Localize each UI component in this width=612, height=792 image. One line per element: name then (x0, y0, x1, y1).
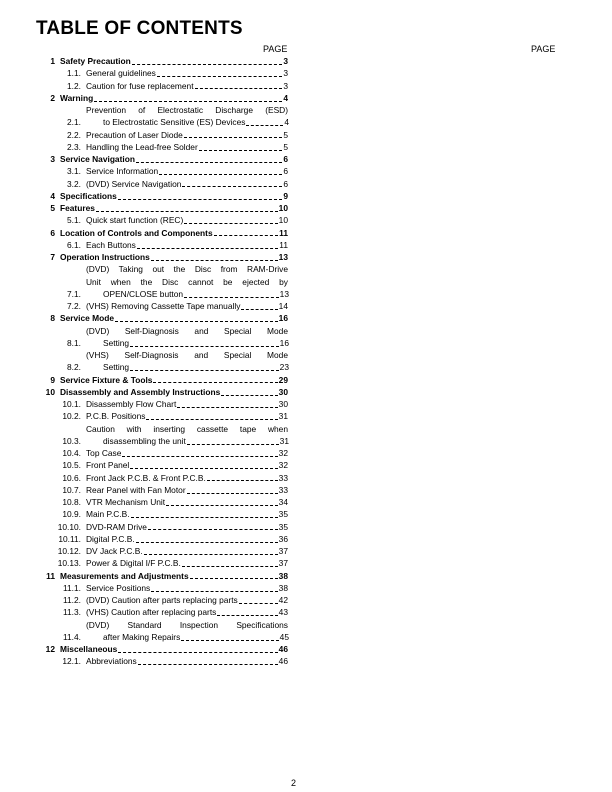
toc-entry-title: Digital P.C.B. (86, 533, 135, 544)
toc-entry-title-line: (DVD) Self-Diagnosis and Special Mode (86, 325, 288, 336)
toc-entry-number: 5 (50, 203, 55, 213)
toc-entry-title-row (86, 165, 288, 177)
toc-dot-leader (148, 529, 278, 530)
toc-section-entry[interactable] (40, 92, 288, 104)
toc-entry-page: 11 (279, 239, 288, 250)
toc-entry-page: 11 (279, 227, 288, 238)
toc-subsection-entry[interactable] (40, 263, 288, 300)
toc-entry-title-row (86, 67, 288, 79)
toc-entry-title-row (86, 141, 288, 153)
toc-entry-number: 10.10. (57, 521, 81, 532)
toc-entry-title: Handling the Lead-free Solder (86, 141, 198, 152)
toc-subsection-entry[interactable] (40, 300, 288, 312)
toc-entry-page: 13 (279, 288, 289, 299)
toc-entry-page: 3 (283, 80, 288, 91)
toc-entry-title-row (60, 643, 288, 655)
toc-entry-title-line: (DVD) Taking out the Disc from RAM-Drive (86, 264, 288, 275)
toc-entry-title: Front Jack P.C.B. & Front P.C.B. (86, 472, 206, 483)
toc-entry-page: 32 (278, 460, 288, 471)
toc-entry-number: 9 (50, 374, 55, 385)
toc-list (40, 55, 288, 668)
toc-entry-page: 37 (278, 558, 288, 569)
toc-entry-page: 34 (278, 497, 288, 507)
toc-entry-title: (DVD) Service Navigation (86, 178, 182, 189)
toc-entry-title-row (86, 435, 288, 447)
toc-subsection-entry[interactable] (40, 447, 288, 459)
toc-entry-title: Setting (103, 362, 130, 373)
toc-entry-title: Location of Controls and Components (60, 227, 213, 238)
toc-dot-leader (94, 101, 282, 102)
toc-entry-title-row (86, 557, 288, 569)
toc-entry-title-row (60, 312, 288, 324)
toc-entry-title-row (86, 459, 288, 471)
toc-subsection-entry[interactable] (40, 459, 288, 471)
toc-entry-title: Disassembly Flow Chart (86, 399, 177, 409)
toc-entry-title: Safety Precaution (60, 56, 131, 66)
page-column-label-left: PAGE (263, 44, 288, 54)
toc-subsection-entry[interactable] (40, 521, 288, 533)
toc-entry-number: 10 (45, 386, 55, 397)
toc-entry-number: 2.2. (67, 129, 81, 140)
toc-entry-title-row (60, 190, 288, 202)
toc-entry-title-row (86, 484, 288, 496)
toc-entry-page: 33 (278, 484, 288, 495)
toc-entry-title: Operation Instructions (60, 252, 150, 262)
toc-dot-leader (181, 640, 278, 641)
toc-dot-leader (184, 137, 282, 138)
toc-subsection-entry[interactable] (40, 398, 288, 410)
toc-entry-page: 3 (283, 56, 288, 66)
toc-entry-title-row (86, 410, 288, 422)
page-title: TABLE OF CONTENTS (36, 18, 243, 39)
toc-entry-number: 1.1. (67, 68, 81, 79)
toc-entry-title-row (86, 582, 288, 594)
toc-entry-title-line: Prevention of Electrostatic Discharge (ESD) (86, 105, 288, 115)
toc-subsection-entry[interactable] (40, 582, 288, 594)
toc-entry-title: Measurements and Adjustments (60, 570, 189, 581)
toc-dot-leader (151, 260, 278, 261)
toc-entry-number: 10.4. (62, 448, 81, 458)
toc-entry-number: 7.2. (67, 301, 81, 311)
toc-subsection-entry[interactable] (40, 129, 288, 141)
toc-entry-number: 10.9. (62, 509, 81, 520)
toc-dot-leader (115, 321, 278, 322)
toc-entry-number: 10.5. (62, 460, 81, 471)
toc-entry-title: Each Buttons (86, 239, 136, 250)
toc-entry-title-row (86, 447, 288, 459)
toc-subsection-entry[interactable] (40, 533, 288, 545)
toc-entry-page: 10 (278, 215, 288, 226)
toc-entry-title-row (86, 214, 288, 226)
toc-entry-title-row (86, 288, 288, 300)
toc-entry-title-row (86, 631, 288, 643)
toc-entry-title-row (86, 116, 288, 128)
toc-dot-leader (184, 297, 279, 298)
toc-entry-page: 31 (279, 435, 289, 446)
page-column-label-right: PAGE (531, 44, 556, 54)
toc-entry-page: 45 (279, 631, 289, 642)
toc-entry-page: 6 (283, 166, 288, 177)
toc-entry-title-row (86, 300, 288, 312)
toc-entry-number: 10.1. (62, 399, 81, 409)
toc-entry-page: 16 (279, 337, 289, 348)
toc-subsection-entry[interactable] (40, 178, 288, 190)
toc-entry-title: Top Case (86, 448, 122, 458)
toc-entry-title: Main P.C.B. (86, 509, 130, 520)
toc-section-entry[interactable] (40, 386, 288, 398)
toc-entry-title: Service Navigation (60, 154, 135, 164)
toc-subsection-entry[interactable] (40, 410, 288, 422)
toc-entry-number: 1 (50, 56, 55, 66)
toc-dot-leader (239, 603, 278, 604)
toc-dot-leader (137, 248, 278, 249)
toc-entry-title: DVD-RAM Drive (86, 521, 147, 532)
toc-entry-title: Service Positions (86, 582, 151, 593)
toc-entry-title: DV Jack P.C.B. (86, 546, 143, 556)
toc-dot-leader (153, 382, 277, 383)
toc-entry-number: 3.2. (67, 178, 81, 189)
toc-entry-number: 6.1. (67, 239, 81, 250)
toc-entry-title: (VHS) Removing Cassette Tape manually (86, 301, 241, 311)
toc-entry-number: 8.1. (67, 337, 81, 348)
toc-entry-page: 4 (283, 92, 288, 103)
toc-entry-title-row (60, 153, 288, 165)
toc-subsection-entry[interactable] (40, 606, 288, 618)
toc-entry-page: 10 (278, 203, 288, 213)
toc-entry-title-row (60, 386, 288, 398)
toc-subsection-entry[interactable] (40, 80, 288, 92)
toc-entry-page: 6 (283, 178, 288, 189)
toc-entry-title-row (86, 545, 288, 557)
toc-subsection-entry[interactable] (40, 619, 288, 644)
toc-section-entry[interactable] (40, 153, 288, 165)
toc-dot-leader (241, 309, 277, 310)
toc-entry-page: 36 (278, 533, 288, 544)
toc-entry-number: 2.3. (67, 141, 81, 152)
toc-dot-leader (166, 505, 278, 506)
toc-entry-page: 4 (284, 117, 289, 128)
toc-entry-title: Rear Panel with Fan Motor (86, 484, 186, 495)
toc-dot-leader (221, 395, 277, 396)
toc-entry-title-row (60, 251, 288, 263)
toc-dot-leader (138, 664, 278, 665)
toc-dot-leader (130, 346, 279, 347)
toc-section-entry[interactable] (40, 202, 288, 214)
toc-entry-page: 43 (278, 607, 288, 618)
toc-dot-leader (217, 615, 277, 616)
toc-entry-number: 10.6. (62, 472, 81, 483)
toc-entry-title: Power & Digital I/F P.C.B. (86, 558, 181, 569)
toc-dot-leader (130, 468, 277, 469)
toc-entry-number: 2 (50, 92, 55, 103)
toc-entry-page: 5 (283, 141, 288, 152)
toc-entry-title: to Electrostatic Sensitive (ES) Devices (103, 117, 246, 128)
toc-entry-title: Caution for fuse replacement (86, 80, 194, 91)
toc-entry-title-row (86, 533, 288, 545)
toc-subsection-entry[interactable] (40, 508, 288, 520)
toc-entry-title: P.C.B. Positions (86, 411, 146, 422)
toc-entry-number: 11.3. (62, 607, 81, 618)
toc-entry-page: 46 (278, 656, 288, 667)
toc-dot-leader (207, 480, 278, 481)
toc-entry-number: 10.8. (62, 497, 81, 507)
toc-entry-title: Warning (60, 92, 94, 103)
toc-entry-number: 5.1. (67, 215, 81, 226)
toc-subsection-entry[interactable] (40, 484, 288, 496)
toc-dot-leader (122, 456, 277, 457)
toc-entry-page: 6 (283, 154, 288, 164)
toc-dot-leader (246, 125, 283, 126)
toc-subsection-entry[interactable] (40, 349, 288, 374)
toc-entry-page: 42 (278, 595, 288, 605)
toc-entry-page: 5 (283, 129, 288, 140)
toc-dot-leader (132, 64, 283, 65)
toc-dot-leader (136, 542, 278, 543)
toc-entry-page: 35 (278, 509, 288, 520)
toc-entry-title-row (86, 606, 288, 618)
toc-entry-number: 3.1. (67, 166, 81, 177)
toc-entry-title: Precaution of Laser Diode (86, 129, 183, 140)
toc-dot-leader (146, 419, 277, 420)
toc-dot-leader (151, 591, 277, 592)
toc-section-entry[interactable] (40, 570, 288, 582)
toc-dot-leader (184, 223, 277, 224)
toc-subsection-entry[interactable] (40, 104, 288, 129)
toc-dot-leader (187, 493, 278, 494)
page-number: 2 (291, 778, 297, 788)
toc-entry-title: VTR Mechanism Unit (86, 497, 166, 507)
toc-entry-number: 11.1. (62, 582, 81, 593)
toc-subsection-entry[interactable] (40, 423, 288, 448)
toc-entry-title-row (60, 92, 288, 104)
toc-entry-page: 9 (283, 190, 288, 201)
toc-dot-leader (187, 444, 279, 445)
toc-entry-title-line: Unit when the Disc cannot be ejected by (86, 276, 288, 287)
toc-entry-title: (VHS) Caution after replacing parts (86, 607, 217, 618)
toc-entry-number: 7 (50, 252, 55, 262)
toc-entry-page: 37 (278, 546, 288, 556)
toc-entry-title: General guidelines (86, 68, 156, 79)
toc-entry-title-row (60, 227, 288, 239)
toc-entry-number: 10.7. (62, 484, 81, 495)
toc-entry-number: 8.2. (67, 362, 81, 373)
toc-entry-title: (DVD) Caution after parts replacing parts (86, 595, 238, 605)
toc-entry-title-line: (DVD) Standard Inspection Specifications (86, 619, 288, 630)
toc-entry-page: 13 (278, 252, 288, 262)
toc-dot-leader (199, 150, 283, 151)
toc-entry-title-line: (VHS) Self-Diagnosis and Special Mode (86, 350, 288, 360)
toc-dot-leader (214, 235, 279, 236)
toc-dot-leader (190, 578, 278, 579)
toc-entry-number: 11.4. (62, 631, 81, 642)
toc-entry-title-row (86, 655, 288, 667)
toc-entry-page: 35 (278, 521, 288, 532)
toc-section-entry[interactable] (40, 251, 288, 263)
toc-subsection-entry[interactable] (40, 472, 288, 484)
toc-entry-number: 2.1. (67, 117, 81, 128)
toc-entry-page: 30 (278, 399, 288, 409)
toc-dot-leader (136, 162, 282, 163)
toc-dot-leader (96, 211, 278, 212)
toc-entry-number: 12 (45, 644, 55, 654)
toc-entry-title: Quick start function (REC) (86, 215, 184, 226)
toc-subsection-entry[interactable] (40, 655, 288, 667)
toc-entry-page: 33 (278, 472, 288, 483)
toc-entry-title: Service Fixture & Tools (60, 374, 153, 385)
toc-entry-page: 31 (278, 411, 288, 422)
toc-entry-title-row (86, 361, 288, 373)
toc-entry-title-row (86, 398, 288, 410)
toc-entry-title: OPEN/CLOSE button (103, 288, 184, 299)
toc-section-entry[interactable] (40, 643, 288, 655)
toc-entry-title-row (86, 594, 288, 606)
toc-dot-leader (131, 517, 278, 518)
toc-section-entry[interactable] (40, 312, 288, 324)
toc-entry-title-row (86, 178, 288, 190)
toc-entry-title: Setting (103, 337, 130, 348)
toc-entry-title: Disassembly and Assembly Instructions (60, 386, 221, 397)
toc-dot-leader (157, 76, 282, 77)
toc-entry-number: 11.2. (62, 595, 81, 605)
toc-entry-page: 3 (283, 68, 288, 79)
toc-subsection-entry[interactable] (40, 594, 288, 606)
toc-entry-title-row (86, 337, 288, 349)
toc-entry-title-row (60, 202, 288, 214)
toc-entry-number: 3 (50, 154, 55, 164)
toc-section-entry[interactable] (40, 374, 288, 386)
toc-entry-page: 23 (279, 362, 289, 373)
toc-entry-title: Features (60, 203, 95, 213)
toc-subsection-entry[interactable] (40, 545, 288, 557)
toc-section-entry[interactable] (40, 55, 288, 67)
toc-subsection-entry[interactable] (40, 239, 288, 251)
toc-entry-number: 11 (46, 570, 55, 581)
toc-entry-title-line: Caution with inserting cassette tape when (86, 423, 288, 434)
toc-entry-title-row (60, 570, 288, 582)
toc-entry-page: 38 (278, 570, 288, 581)
toc-section-entry[interactable] (40, 190, 288, 202)
toc-entry-number: 1.2. (67, 80, 81, 91)
toc-subsection-entry[interactable] (40, 165, 288, 177)
toc-entry-number: 7.1. (67, 288, 81, 299)
toc-entry-page: 29 (278, 374, 288, 385)
toc-entry-page: 30 (278, 386, 288, 397)
toc-dot-leader (182, 566, 278, 567)
toc-subsection-entry[interactable] (40, 557, 288, 569)
toc-subsection-entry[interactable] (40, 496, 288, 508)
toc-entry-number: 6 (50, 227, 55, 238)
toc-entry-title-row (86, 80, 288, 92)
toc-entry-title-row (86, 496, 288, 508)
toc-entry-title-row (60, 374, 288, 386)
toc-entry-title-row (60, 55, 288, 67)
toc-entry-number: 4 (50, 190, 55, 201)
toc-entry-number: 10.12. (57, 546, 81, 556)
toc-entry-number: 10.13. (57, 558, 81, 569)
toc-entry-title: Front Panel (86, 460, 130, 471)
toc-entry-title: Service Information (86, 166, 159, 177)
toc-dot-leader (118, 199, 283, 200)
toc-subsection-entry[interactable] (40, 214, 288, 226)
toc-subsection-entry[interactable] (40, 67, 288, 79)
toc-entry-page: 46 (278, 644, 288, 654)
toc-dot-leader (118, 652, 277, 653)
toc-dot-leader (130, 370, 279, 371)
toc-entry-page: 38 (278, 582, 288, 593)
toc-dot-leader (144, 554, 278, 555)
toc-entry-title: Abbreviations (86, 656, 137, 667)
toc-entry-title-row (86, 521, 288, 533)
toc-entry-page: 16 (278, 313, 288, 324)
toc-entry-title-row (86, 508, 288, 520)
toc-entry-page: 14 (278, 301, 288, 311)
toc-entry-title: after Making Repairs (103, 631, 181, 642)
toc-subsection-entry[interactable] (40, 325, 288, 350)
toc-dot-leader (195, 88, 283, 89)
toc-entry-number: 10.11. (58, 533, 81, 544)
toc-entry-title: Service Mode (60, 313, 114, 324)
toc-entry-title-row (86, 472, 288, 484)
toc-entry-number: 10.2. (62, 411, 81, 422)
toc-entry-title-row (86, 239, 288, 251)
toc-dot-leader (177, 407, 277, 408)
toc-entry-number: 12.1. (62, 656, 81, 667)
toc-entry-title-row (86, 129, 288, 141)
toc-section-entry[interactable] (40, 227, 288, 239)
toc-dot-leader (159, 174, 282, 175)
toc-entry-number: 8 (50, 313, 55, 324)
toc-dot-leader (182, 186, 282, 187)
toc-entry-title: Specifications (60, 190, 117, 201)
toc-entry-title: Miscellaneous (60, 644, 118, 654)
toc-entry-page: 32 (278, 448, 288, 458)
toc-entry-number: 10.3. (62, 435, 81, 446)
toc-entry-title: disassembling the unit (103, 435, 186, 446)
toc-subsection-entry[interactable] (40, 141, 288, 153)
